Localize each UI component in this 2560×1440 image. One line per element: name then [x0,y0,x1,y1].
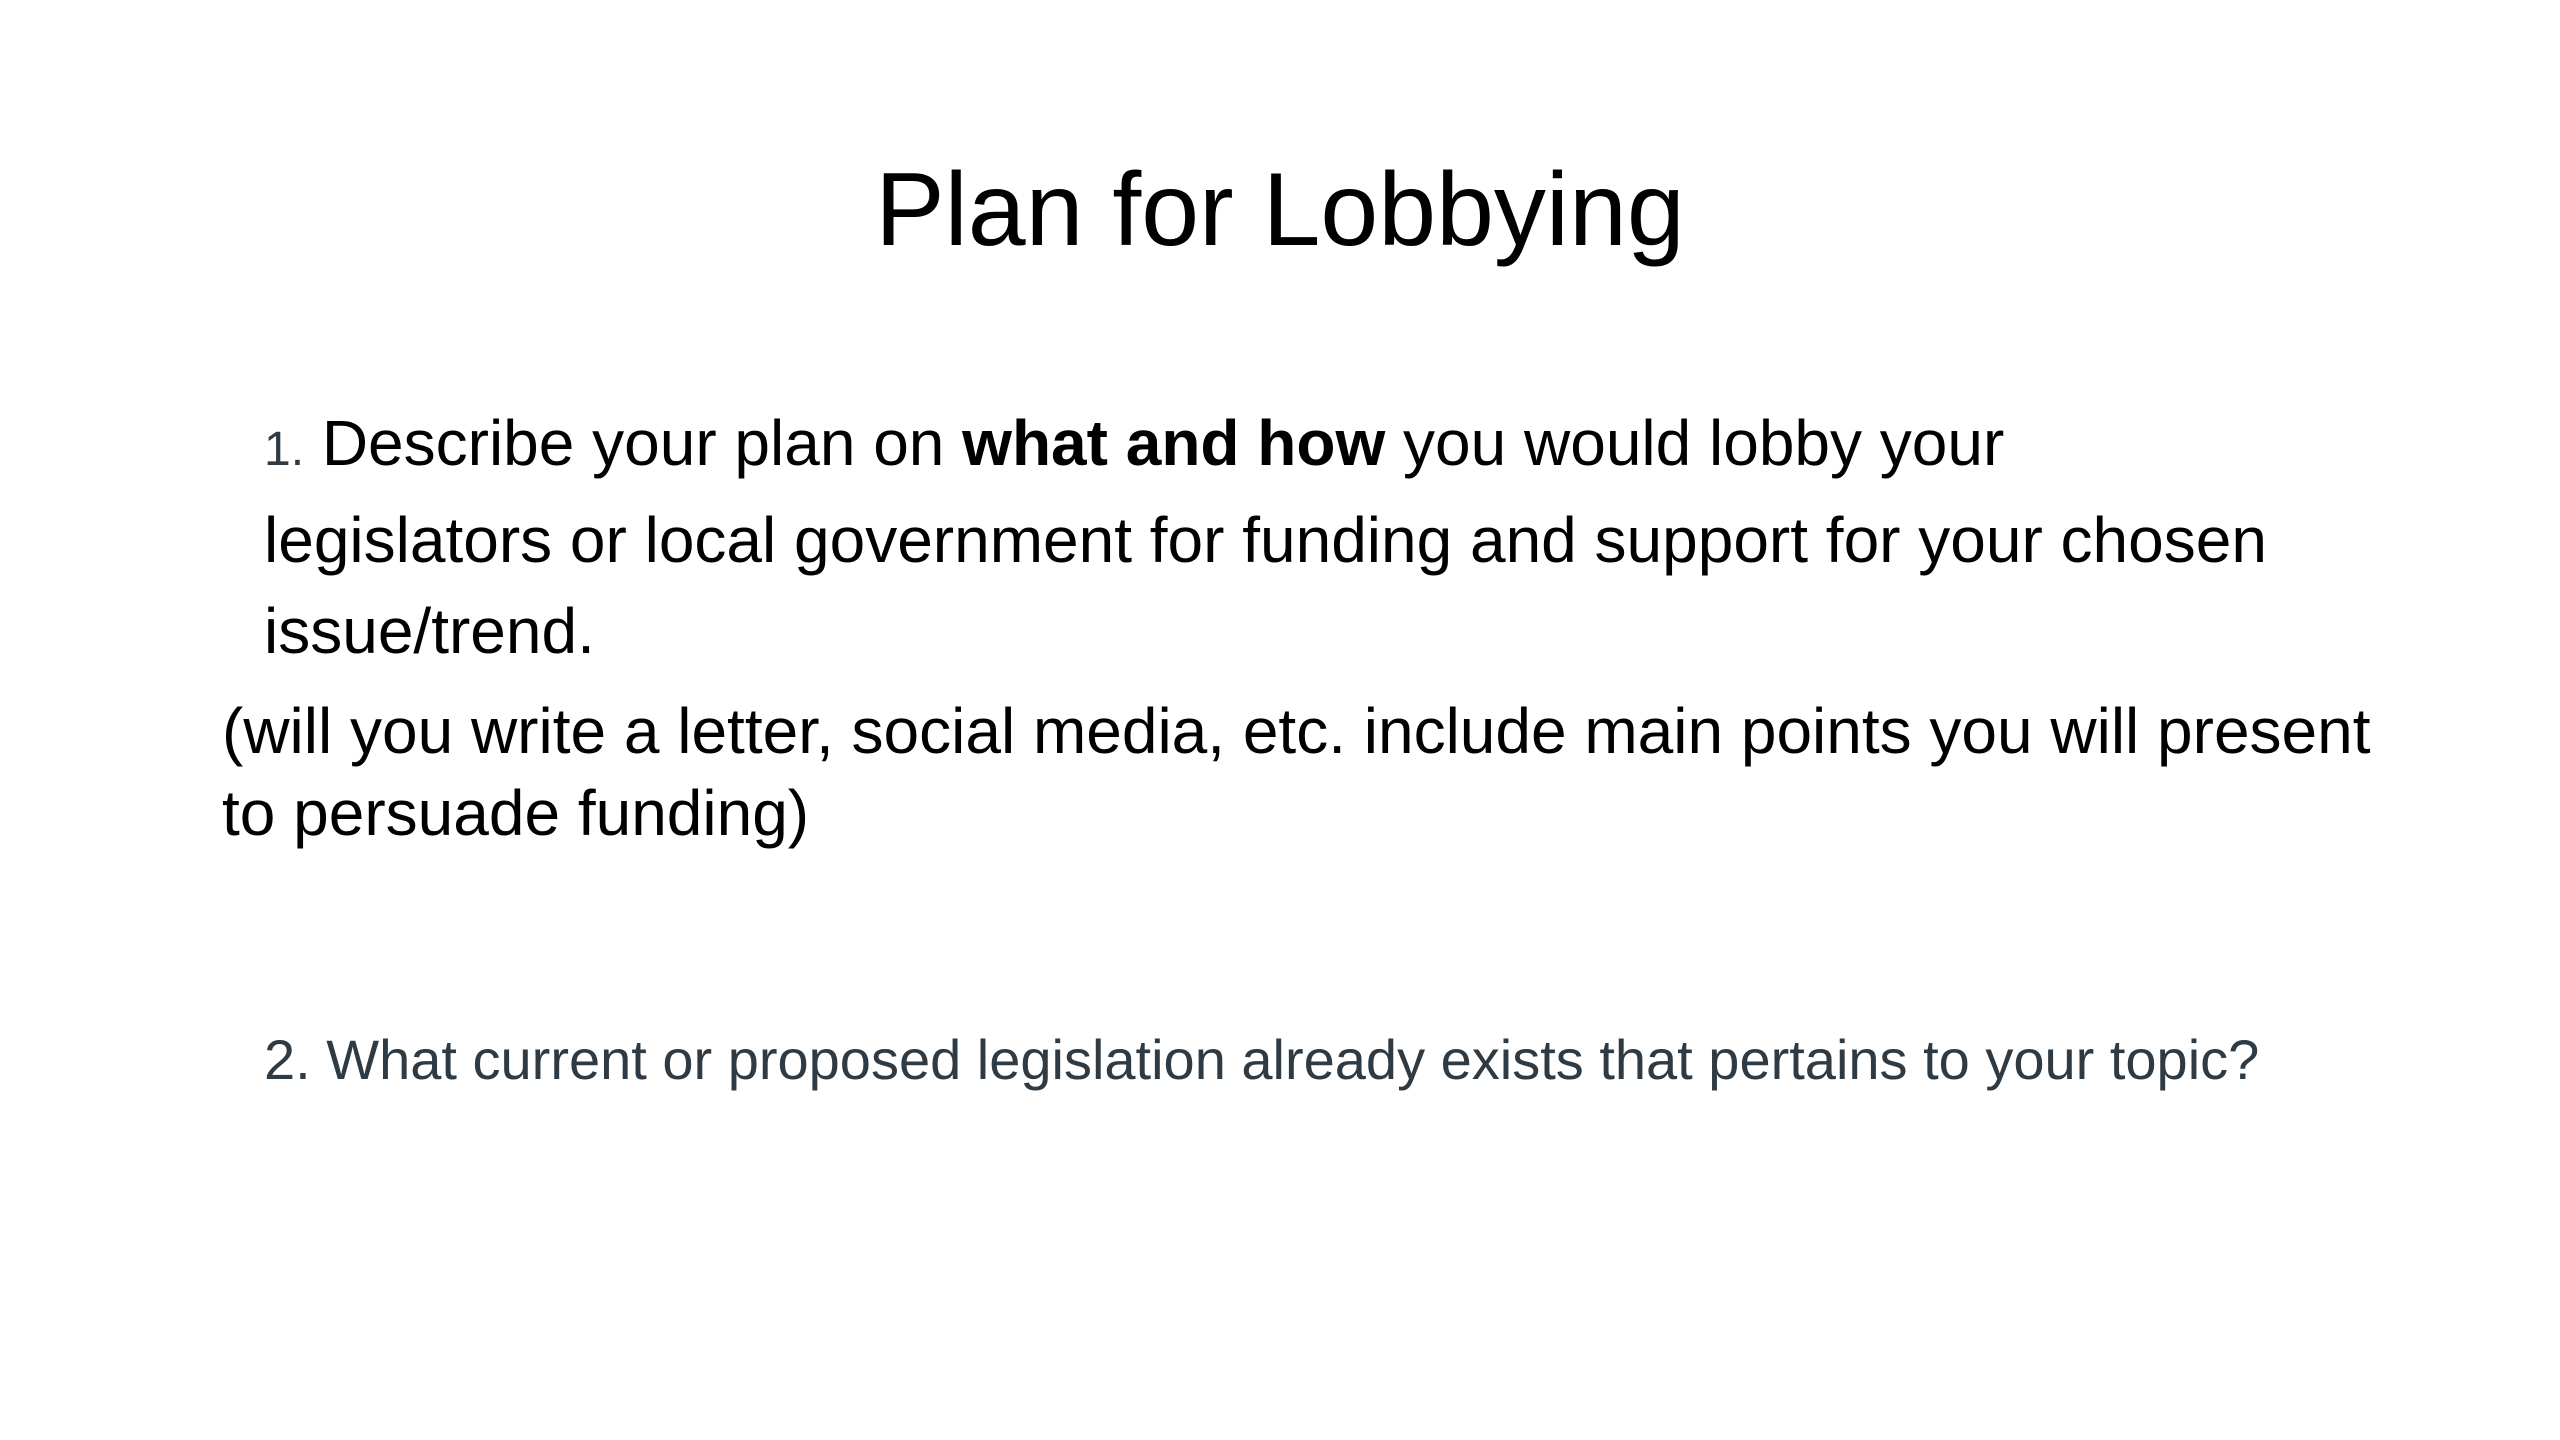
question-1-text-after: you would lobby your legislators or local government for funding and support for your chosen issue/trend. [264,407,2267,667]
question-1 [264,398,2304,677]
question-1-number: 1. [264,423,305,476]
question-1-text-before: Describe your plan on [321,407,945,479]
slide-title: Plan for Lobbying [875,152,1685,268]
question-2: 2. What current or proposed legislation already exists that pertains to your topic? [264,1028,2260,1091]
question-1-note: (will you write a letter, social media, etc. include main points you will present to persuade funding) [222,695,2371,849]
question-1-emphasis: what and how [962,407,1386,479]
